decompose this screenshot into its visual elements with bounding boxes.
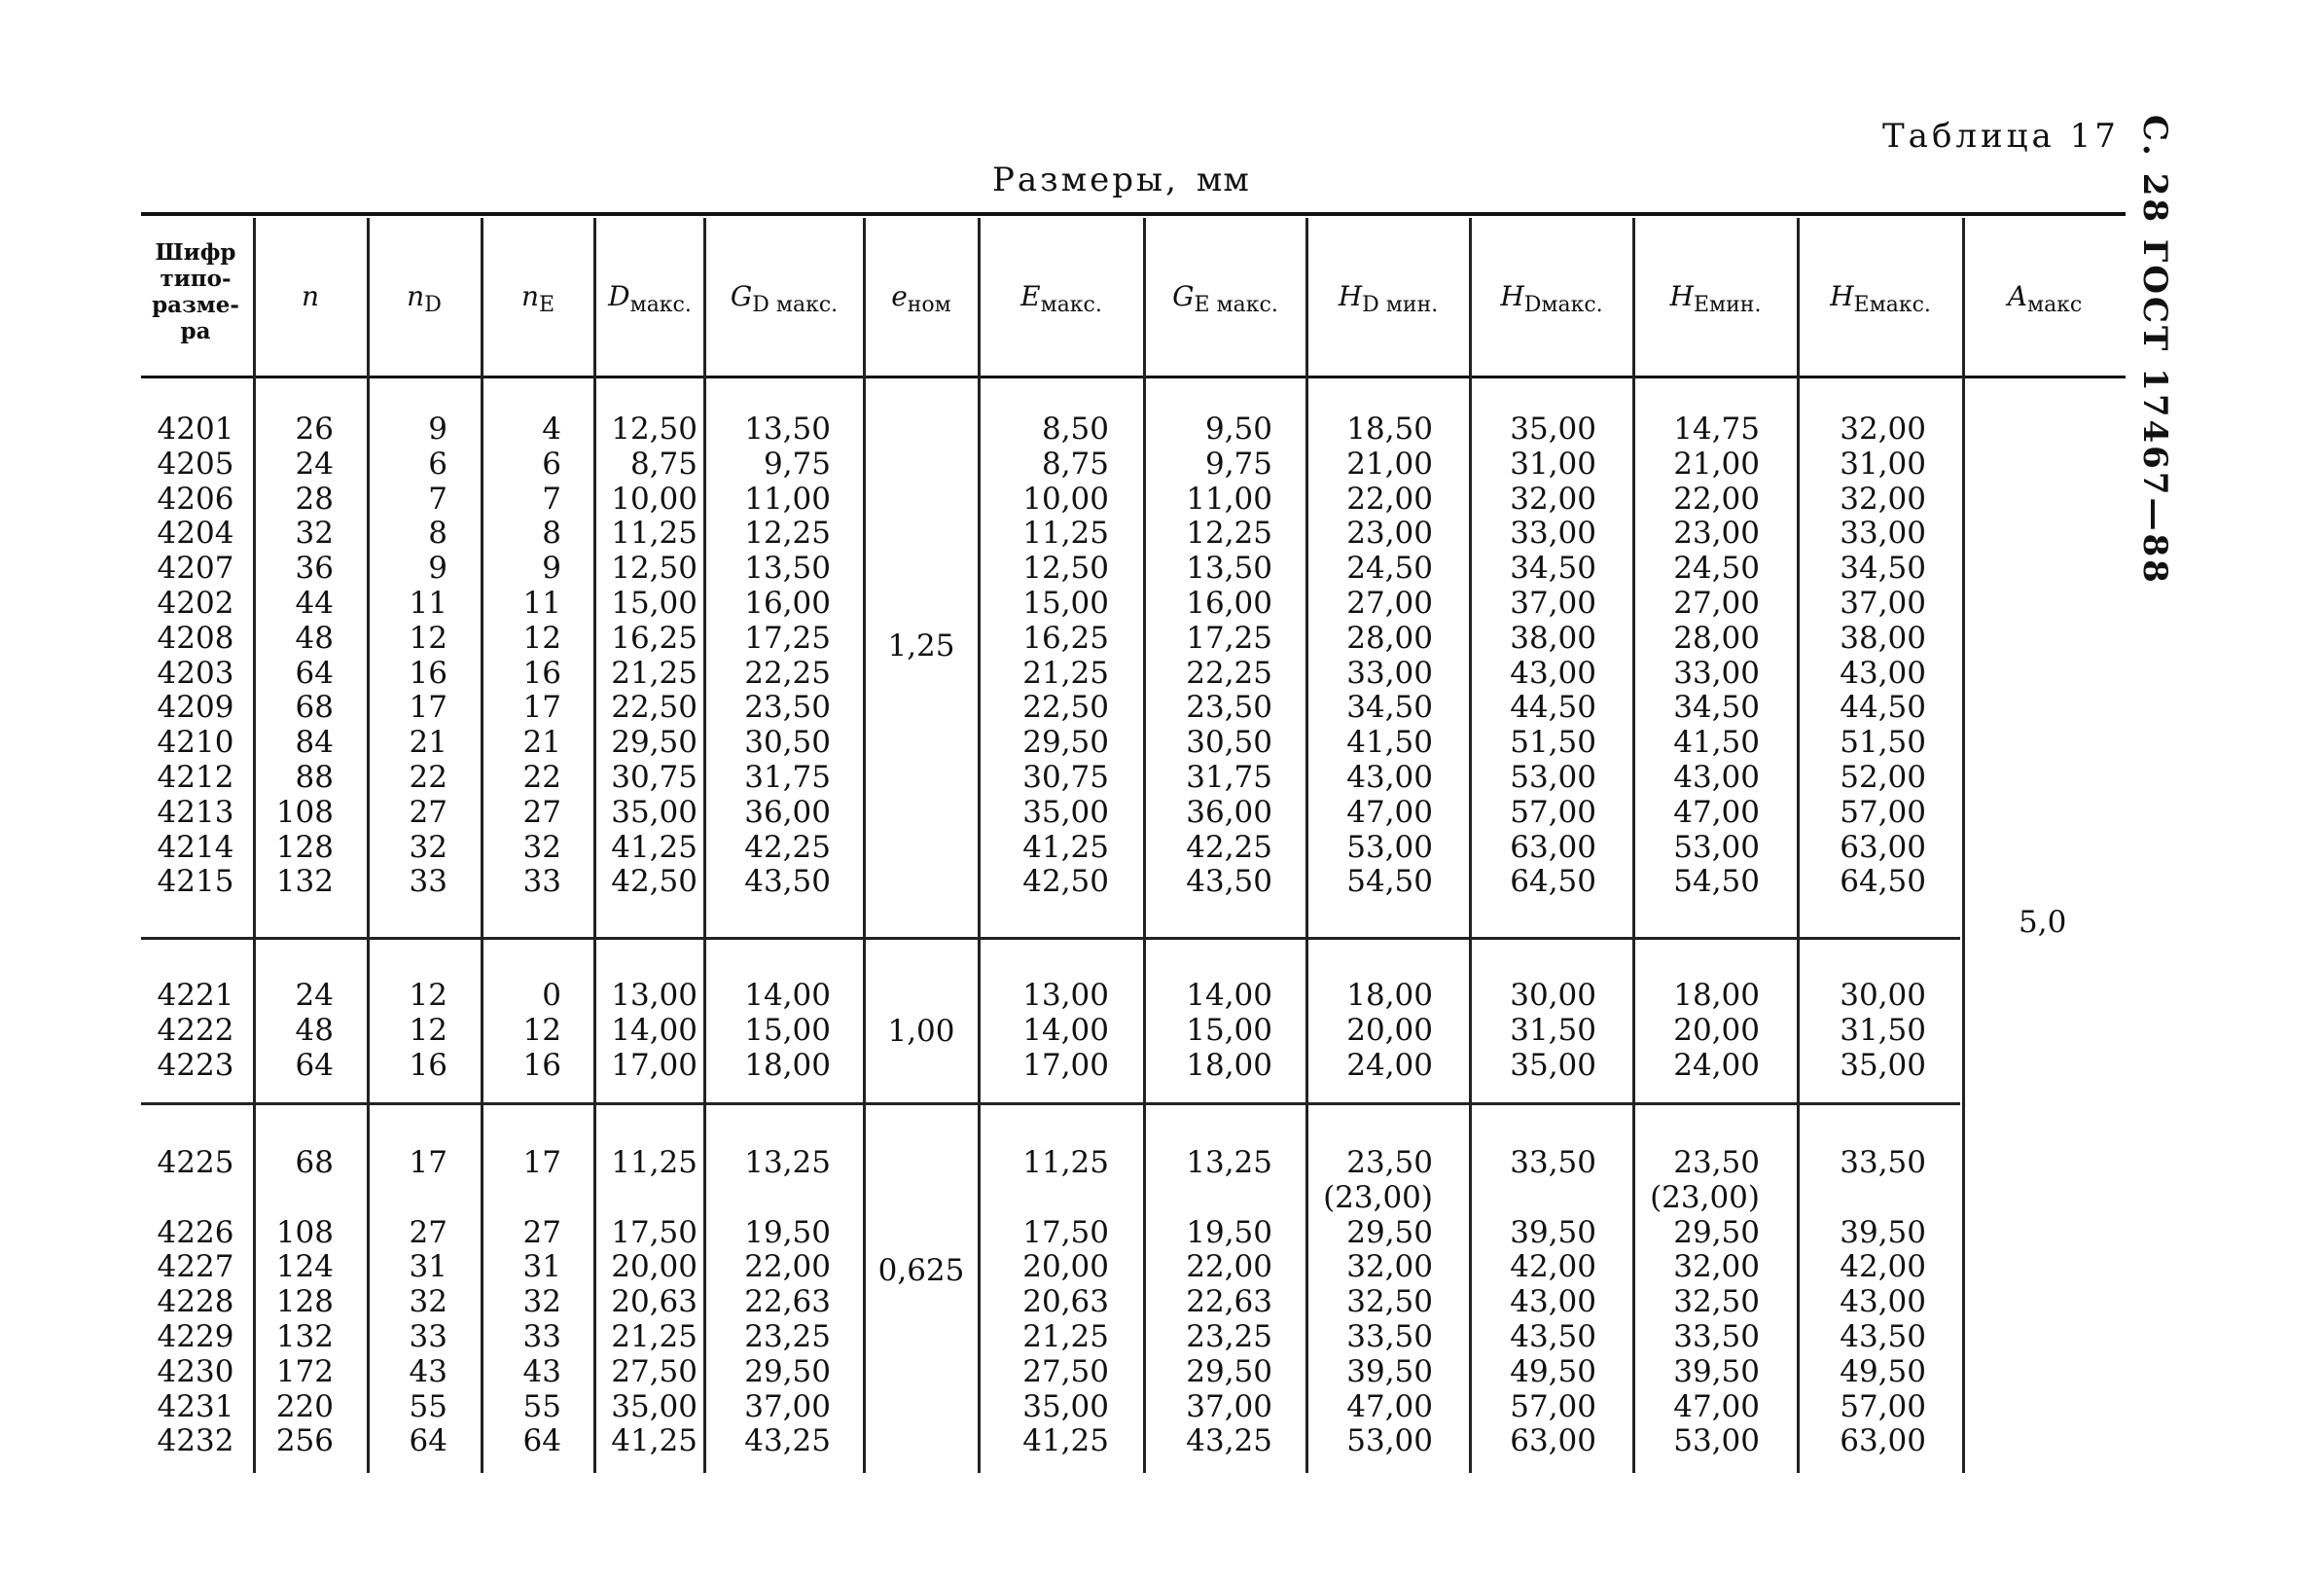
g2-cipher: 4221 4222 4223 <box>157 978 234 1083</box>
g3-nE: 17 27 31 32 33 43 55 64 <box>522 1145 561 1459</box>
header-GD <box>706 280 862 317</box>
g3-GE: 13,25 19,50 22,00 22,63 23,25 29,50 37,00 43,25 <box>1186 1145 1272 1459</box>
header-n-text: n <box>301 280 320 312</box>
g1-GD: 13,50 9,75 11,00 12,25 13,50 16,00 17,25 22,25 23,50 30,50 31,75 36,00 42,25 43,50 <box>744 412 831 900</box>
g1-HDmin: 18,50 21,00 22,00 23,00 24,50 27,00 28,00 33,00 34,50 41,50 43,00 47,00 53,00 54,50 <box>1346 412 1433 900</box>
g1-cipher: 4201 4205 4206 4204 4207 4202 4208 4203 4209 4210 4212 4213 4214 4215 <box>157 412 234 900</box>
header-nE <box>483 280 592 317</box>
g1-e-nom: 1,25 <box>887 628 955 664</box>
g1-nD: 9 6 7 8 9 11 12 16 17 21 22 27 32 33 <box>409 412 447 900</box>
header-nD-text: n <box>407 280 425 312</box>
caption-text: Размеры, <box>992 161 1179 199</box>
header-rule <box>141 376 2126 378</box>
g2-GE: 14,00 15,00 18,00 <box>1186 978 1272 1083</box>
col-divider <box>1962 218 1965 1473</box>
g3-n: 68 108 124 128 132 172 220 256 <box>275 1145 334 1459</box>
g1-D: 12,50 8,75 10,00 11,25 12,50 15,00 16,25 21,25 22,50 29,50 30,75 35,00 41,25 42,50 <box>611 412 697 900</box>
header-n <box>256 280 365 312</box>
top-rule <box>141 212 2126 216</box>
g1-HEmin: 14,75 21,00 22,00 23,00 24,50 27,00 28,00 33,00 34,50 41,50 43,00 47,00 53,00 54,50 <box>1673 412 1760 900</box>
header-GE-sub: E макс. <box>1194 293 1278 317</box>
header-D <box>596 280 703 317</box>
table-caption <box>992 161 1250 199</box>
header-e-text: e <box>891 280 908 312</box>
header-HEmin-text: H <box>1669 280 1694 312</box>
g2-e-nom: 1,00 <box>887 1014 955 1049</box>
g1-nE: 4 6 7 8 9 11 12 16 17 21 22 27 32 33 <box>522 412 561 900</box>
header-HDmax-sub: Dмакс. <box>1523 293 1603 317</box>
g1-HEmax: 32,00 31,00 32,00 33,00 34,50 37,00 38,00 43,00 44,50 51,50 52,00 57,00 63,00 64,50 <box>1840 412 1926 900</box>
header-HDmin-text: H <box>1338 280 1363 312</box>
g2-HEmin: 18,00 20,00 24,00 <box>1673 978 1760 1083</box>
header-D-sub: макс. <box>629 293 692 317</box>
header-D-text: D <box>608 280 630 312</box>
g1-HDmax: 35,00 31,00 32,00 33,00 34,50 37,00 38,00 43,00 44,50 51,50 53,00 57,00 63,00 64,50 <box>1510 412 1596 900</box>
header-nD-sub: D <box>424 293 442 317</box>
g3-HDmin: 23,50 (23,00) 29,50 32,00 32,50 33,50 39,50 47,00 53,00 <box>1323 1145 1433 1459</box>
g2-E: 13,00 14,00 17,00 <box>1022 978 1109 1083</box>
g1-E: 8,50 8,75 10,00 11,25 12,50 15,00 16,25 21,25 22,50 29,50 30,75 35,00 41,25 42,50 <box>1022 412 1109 900</box>
header-A-text: A <box>2007 280 2027 312</box>
g1-n: 26 24 28 32 36 44 48 64 68 84 88 108 128 132 <box>275 412 334 900</box>
header-HDmax <box>1472 280 1631 317</box>
g2-n: 24 48 64 <box>295 978 334 1083</box>
g2-GD: 14,00 15,00 18,00 <box>744 978 831 1083</box>
header-HEmin-sub: Емин. <box>1693 293 1762 317</box>
g3-E: 11,25 17,50 20,00 20,63 21,25 27,50 35,00 41,25 <box>1022 1145 1109 1459</box>
header-HEmin <box>1635 280 1796 317</box>
g1-GE: 9,50 9,75 11,00 12,25 13,50 16,00 17,25 22,25 23,50 30,50 31,75 36,00 42,25 43,50 <box>1186 412 1272 900</box>
header-GE-text: G <box>1172 280 1195 312</box>
a-max-value: 5,0 <box>2019 905 2067 940</box>
header-E-text: E <box>1020 280 1041 312</box>
g2-HEmax: 30,00 31,50 35,00 <box>1840 978 1926 1083</box>
header-HEmax-sub: Емакс. <box>1853 293 1931 317</box>
g3-cipher: 4225 4226 4227 4228 4229 4230 4231 4232 <box>157 1145 234 1459</box>
g3-D: 11,25 17,50 20,00 20,63 21,25 27,50 35,00 41,25 <box>611 1145 697 1459</box>
header-HDmin <box>1308 280 1468 317</box>
header-A-sub: макс <box>2026 293 2083 317</box>
header-E <box>981 280 1142 317</box>
header-GD-sub: D макс. <box>752 293 839 317</box>
g3-e-nom: 0,625 <box>877 1253 965 1288</box>
g3-HDmax: 33,50 39,50 42,00 43,00 43,50 49,50 57,00 63,00 <box>1510 1145 1596 1459</box>
g2-HDmax: 30,00 31,50 35,00 <box>1510 978 1596 1083</box>
g2-nE: 0 12 16 <box>522 978 561 1083</box>
header-nE-sub: E <box>538 293 555 317</box>
header-HDmin-sub: D мин. <box>1362 293 1439 317</box>
g2-D: 13,00 14,00 17,00 <box>611 978 697 1083</box>
header-nD <box>370 280 479 317</box>
header-HDmax-text: H <box>1500 280 1524 312</box>
g2-HDmin: 18,00 20,00 24,00 <box>1346 978 1433 1083</box>
header-A <box>1965 280 2125 317</box>
col-divider <box>863 218 866 1473</box>
table-number: Таблица 17 <box>1882 117 2120 156</box>
header-e-sub: ном <box>907 293 951 317</box>
page-running-header: С. 28 ГОСТ 17467—88 <box>2135 115 2174 586</box>
header-GE <box>1146 280 1305 317</box>
g3-nD: 17 27 31 32 33 43 55 64 <box>409 1145 447 1459</box>
header-cipher: Шифр типо-разме-ра <box>152 239 239 344</box>
g3-HEmin: 23,50 (23,00) 29,50 32,00 32,50 33,50 39,50 47,00 53,00 <box>1650 1145 1760 1459</box>
caption-unit: мм <box>1196 161 1250 199</box>
header-HEmax <box>1800 280 1961 317</box>
header-nE-text: n <box>520 280 539 312</box>
g3-HEmax: 33,50 39,50 42,00 43,00 43,50 49,50 57,00 63,00 <box>1840 1145 1926 1459</box>
g3-GD: 13,25 19,50 22,00 22,63 23,25 29,50 37,00 43,25 <box>744 1145 831 1459</box>
group-separator <box>141 1102 1960 1105</box>
header-e <box>866 280 977 317</box>
header-E-sub: макс. <box>1040 293 1102 317</box>
g2-nD: 12 12 16 <box>409 978 447 1083</box>
header-HEmax-text: H <box>1830 280 1854 312</box>
header-GD-text: G <box>730 280 753 312</box>
group-separator <box>141 937 1960 940</box>
dimensions-table <box>141 212 2126 1479</box>
